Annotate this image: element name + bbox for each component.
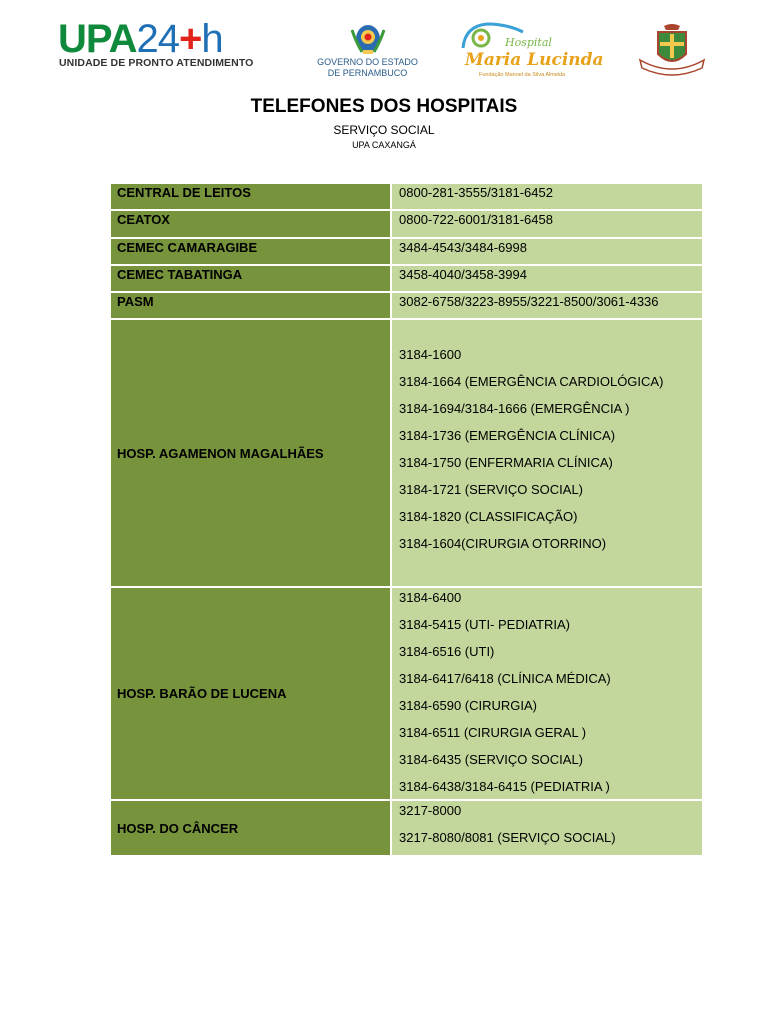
hospital-name-cell: HOSP. DO CÂNCER xyxy=(111,801,390,855)
upa-logo-mark: UPA24+h xyxy=(58,17,223,61)
hospital-name-cell: CENTRAL DE LEITOS xyxy=(111,184,390,209)
phone-number: 3184-6516 (UTI) xyxy=(399,644,495,660)
phones-cell xyxy=(392,801,702,855)
phone-number: 3184-6435 (SERVIÇO SOCIAL) xyxy=(399,751,584,767)
crest-icon xyxy=(636,22,708,78)
phones-cell xyxy=(392,211,702,236)
phone-number: 3184-1721 (SERVIÇO SOCIAL) xyxy=(399,481,584,497)
page-subtitle: SERVIÇO SOCIAL xyxy=(333,123,435,137)
hospital-name-cell: CEATOX xyxy=(111,211,390,236)
phones-cell xyxy=(392,320,702,586)
phone-number: 3184-1750 (ENFERMARIA CLÍNICA) xyxy=(399,455,613,471)
phones-cell xyxy=(392,293,702,318)
ml-logo-name: Maria Lucinda xyxy=(465,50,604,70)
table-row xyxy=(111,239,702,264)
phones-cell xyxy=(392,588,702,799)
phones-cell xyxy=(392,239,702,264)
ml-logo-subtitle: Fundação Manoel da Silva Almeida xyxy=(479,72,566,78)
table-row xyxy=(111,211,702,236)
phones-cell xyxy=(392,266,702,291)
phone-number: 3184-1694/3184-1666 (EMERGÊNCIA ) xyxy=(399,401,630,417)
phone-number: 3217-8080/8081 (SERVIÇO SOCIAL) xyxy=(399,830,616,846)
phone-number: 3184-6417/6418 (CLÍNICA MÉDICA) xyxy=(399,671,611,687)
table-row xyxy=(111,293,702,318)
phone-number: 3184-6400 xyxy=(399,590,462,606)
gov-logo-line1: GOVERNO DO ESTADO xyxy=(317,57,418,67)
hospital-phones-table xyxy=(111,184,702,855)
governo-pernambuco-logo xyxy=(305,22,430,80)
table-row xyxy=(111,801,702,855)
phone-number: 3184-1664 (EMERGÊNCIA CARDIOLÓGICA) xyxy=(399,374,664,390)
table-row xyxy=(111,184,702,209)
phone-number: 3184-1736 (EMERGÊNCIA CLÍNICA) xyxy=(399,428,616,444)
hospital-name-cell: PASM xyxy=(111,293,390,318)
table-row xyxy=(111,266,702,291)
phones-cell xyxy=(392,184,702,209)
upa-24h-logo xyxy=(58,17,254,72)
phone-number: 3184-1600 xyxy=(399,347,462,363)
gov-logo-line2: DE PERNAMBUCO xyxy=(327,68,408,78)
phone-number: 3184-6438/3184-6415 (PEDIATRIA ) xyxy=(399,778,610,794)
hospital-name-cell: HOSP. AGAMENON MAGALHÃES xyxy=(111,320,390,586)
phone-number: 3082-6758/3223-8955/3221-8500/3061-4336 xyxy=(399,294,659,310)
hospital-maria-lucinda-logo xyxy=(457,20,604,82)
phone-number: 0800-722-6001/3181-6458 xyxy=(399,212,553,228)
hospital-name-cell: HOSP. BARÃO DE LUCENA xyxy=(111,588,390,799)
phone-number: 3184-1820 (CLASSIFICAÇÃO) xyxy=(399,508,578,524)
table-row xyxy=(111,588,702,799)
phone-number: 3184-6590 (CIRURGIA) xyxy=(399,698,537,714)
phone-number: 3217-8000 xyxy=(399,803,462,819)
pernambuco-coat-of-arms-icon xyxy=(346,22,390,56)
ml-logo-hospital: Hospital xyxy=(505,36,552,49)
page-title: TELEFONES DOS HOSPITAIS xyxy=(250,96,518,117)
phone-number: 3184-5415 (UTI- PEDIATRIA) xyxy=(399,617,570,633)
hospital-name-cell: CEMEC TABATINGA xyxy=(111,266,390,291)
phone-number: 3484-4543/3484-6998 xyxy=(399,239,527,255)
upa-logo-caption: UNIDADE DE PRONTO ATENDIMENTO xyxy=(59,57,254,69)
phone-number: 3458-4040/3458-3994 xyxy=(399,266,527,282)
table-row xyxy=(111,320,702,586)
phone-number: 3184-6511 (CIRURGIA GERAL ) xyxy=(399,724,587,740)
phone-number: 0800-281-3555/3181-6452 xyxy=(399,185,553,200)
unit-name: UPA CAXANGÁ xyxy=(352,140,416,150)
hospital-name-cell: CEMEC CAMARAGIBE xyxy=(111,239,390,264)
university-crest-logo xyxy=(636,22,708,78)
phone-number: 3184-1604(CIRURGIA OTORRINO) xyxy=(399,535,607,551)
